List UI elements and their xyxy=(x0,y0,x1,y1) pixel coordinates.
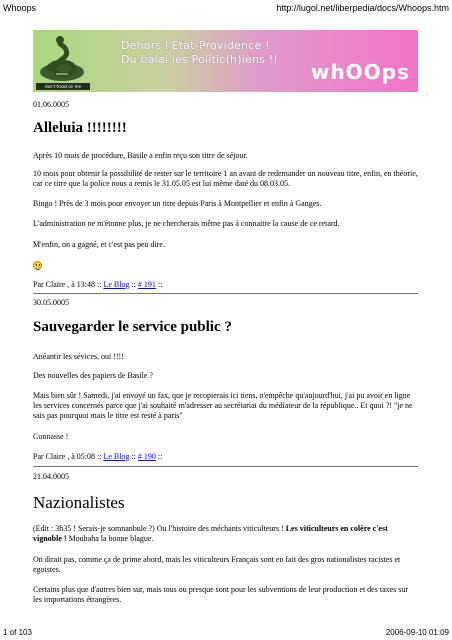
post-title: Nazionalistes xyxy=(33,493,125,512)
divider xyxy=(33,466,418,467)
banner-line-2: Du balai les Politic(h)iens !! xyxy=(121,53,278,66)
post-paragraph: Après 10 mois de procédure, Basile a enfin reçu son titre de séjour. xyxy=(33,151,248,160)
post-paragraph: On dirait pas, comme ça de prime abord, mais les viticulteurs Français sont en fait des gros nationalistes racistes et egoistes. xyxy=(33,555,401,574)
paragraph-text: Mouhaha la bonne blague. xyxy=(66,534,154,543)
post-paragraph: Bingo ! Près de 3 mois pour envoyer un titre depuis Paris à Montpellier et enfin à Ganges. xyxy=(33,199,322,208)
brand-logo-text: whOOps xyxy=(311,60,410,84)
post-paragraph: 10 mois pour obtenir la possibilité de rester sur le territoire 1 an avant de redemander un nouveau titre, enfin, en théorie, car ce titre que la police nous a remis le 31.05.05 est lui même daté du 08.03.05. xyxy=(33,169,418,188)
permalink[interactable]: # 191 xyxy=(137,280,156,289)
banner-line-1: Dehors l'Etat-Providence ! xyxy=(121,39,270,52)
paragraph-text: (Edit : 3h35 ! Serais-je somnanbule ?) Ou l'histoire des méchants viticulteurs ! xyxy=(33,524,286,533)
snake-logo-icon xyxy=(36,32,90,90)
post-meta xyxy=(33,280,418,290)
meta-separator: :: xyxy=(129,452,138,461)
logo-tagline: don't tread on me xyxy=(36,83,90,90)
permalink[interactable]: # 190 xyxy=(137,452,156,461)
print-timestamp: 2006-09-10 01:09 xyxy=(385,628,449,637)
site-banner xyxy=(33,30,418,92)
divider xyxy=(33,293,418,294)
post-paragraph xyxy=(33,524,418,544)
category-link[interactable]: Le Blog xyxy=(103,280,130,289)
post-paragraph: L'administration ne m'étonne plus, je ne chercherais même pas à connaitre la cause de ce retard. xyxy=(33,219,340,228)
post-title: Alleluia !!!!!!!! xyxy=(33,120,127,136)
post-paragraph: Anéantir les sévices, oui !!!! xyxy=(33,352,124,361)
smiley-icon xyxy=(33,261,42,270)
post-paragraph: Mais bien sûr ! Samedi, j'ai envoyé un fax, que je recopierais ici tiens, n'empêche qu'aujourd'hui, j'ai pu avoir en ligne les services concernés parce que j'ai souhaité m'adresser au secrétariat du médiateur de la république.. Et quoi ?! "je ne sais pas pourquoi mais le titre est resté à paris" xyxy=(33,391,413,420)
post-meta xyxy=(33,452,418,462)
meta-separator: :: xyxy=(129,280,138,289)
bold-text: Les viticulteurs en colère c'est vignoble ! xyxy=(33,524,388,543)
post-date: 30.05.0005 xyxy=(33,298,69,307)
meta-separator: :: xyxy=(155,452,163,461)
post-title: Sauvegarder le service public ? xyxy=(33,319,232,335)
post-paragraph: Certains plus que d'autres bien sur, mais tous ou presque sont pour les subventions de leur production et des taxes sur les importations étrangères. xyxy=(33,585,409,604)
page-counter: 1 of 103 xyxy=(3,628,32,637)
browser-page-title: Whoops xyxy=(3,3,37,13)
post-date: 21.04.0005 xyxy=(33,472,69,481)
post-paragraph: M'enfin, on a gagné, et c'est pas peu dire. xyxy=(33,240,165,249)
meta-separator: :: xyxy=(155,280,163,289)
page-url: http://lugol.net/liberpedia/docs/Whoops.htm xyxy=(276,3,449,13)
post-date: 01.06.0005 xyxy=(33,100,69,109)
post-author-time: Par Claire , à 13:48 :: xyxy=(33,280,104,289)
post-paragraph: Des nouvelles des papiers de Basile ? xyxy=(33,371,153,380)
post-paragraph: Connasse ! xyxy=(33,432,69,441)
category-link[interactable]: Le Blog xyxy=(103,452,130,461)
post-author-time: Par Claire , à 05:08 :: xyxy=(33,452,104,461)
